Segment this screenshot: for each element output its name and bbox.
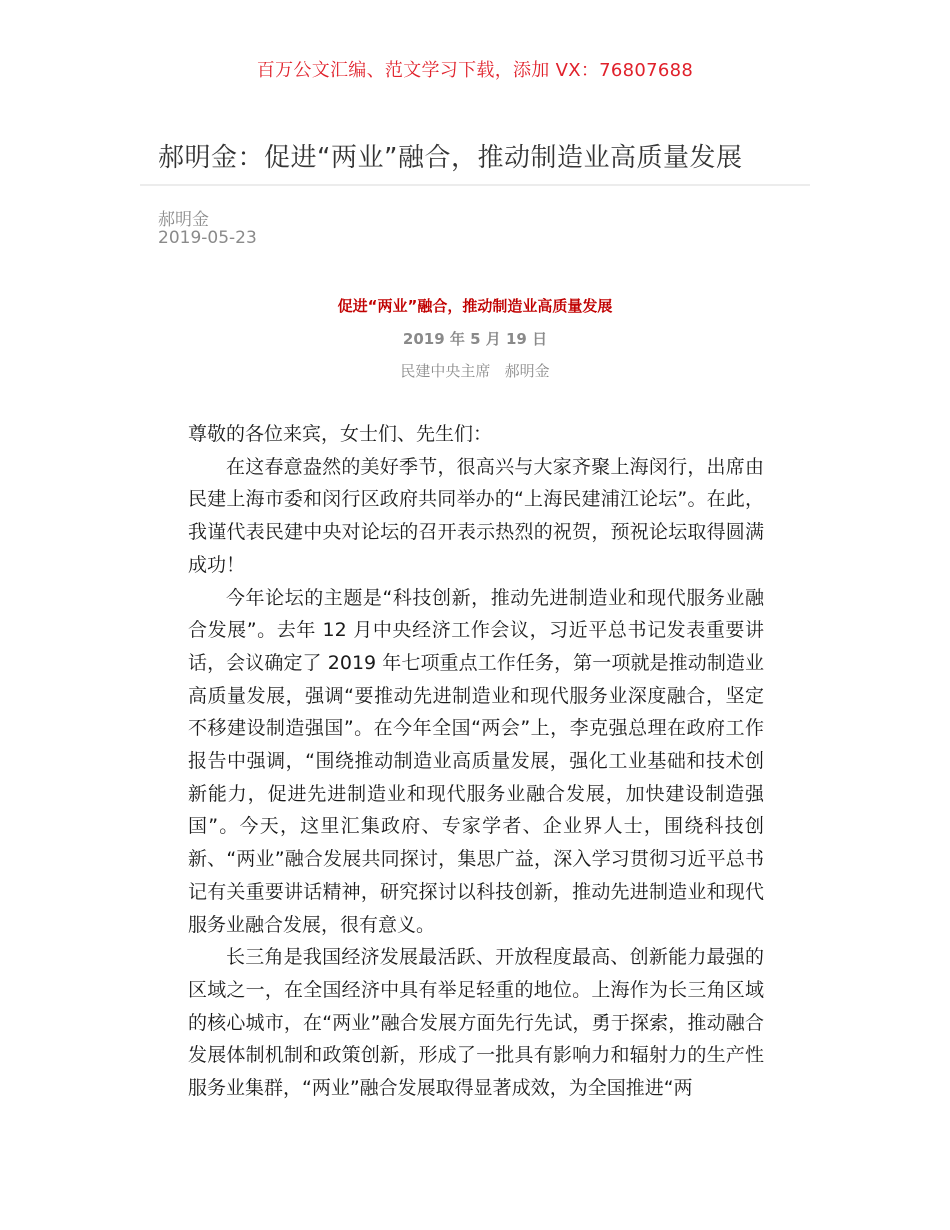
paragraph: 在这春意盎然的美好季节，很高兴与大家齐聚上海闵行，出席由民建上海市委和闵行区政府共同举办的“上海民建浦江论坛”。在此，我谨代表民建中央对论坛的召开表示热烈的祝贺，预祝论坛取得圆满成功！ [188, 455, 764, 576]
salutation: 尊敬的各位来宾，女士们、先生们： [188, 423, 493, 445]
paragraph: 长三角是我国经济发展最活跃、开放程度最高、创新能力最强的区域之一，在全国经济中具有举足轻重的地位。上海作为长三角区域的核心城市，在“两业”融合发展方面先行先试，勇于探索，推动融合发展体制机制和政策创新，形成了一批具有影响力和辐射力的生产性服务业集群，“两业”融合发展取得显著成效，为全国推进“两 [188, 946, 764, 1100]
title-divider [140, 184, 810, 186]
paragraph: 今年论坛的主题是“科技创新，推动先进制造业和现代服务业融合发展”。去年 12 月中央经济工作会议，习近平总书记发表重要讲话，会议确定了 2019 年七项重点工作任务，第一项就是推动制造业高质量发展，强调“要推动先进制造业和现代服务业深度融合，坚定不移建设制造强国”。在今年全国“两会”上，李克强总理在政府工作报告中强调，“围绕推动制造业高质量发展，强化工业基础和技术创新能力，促进先进制造业和现代服务业融合发展，加快建设制造强国”。今天，这里汇集政府、专家学者、企业界人士，围绕科技创新、“两业”融合发展共同探讨，集思广益，深入学习贯彻习近平总书记有关重要讲话精神，研究探讨以科技创新，推动先进制造业和现代服务业融合发展，很有意义。 [188, 586, 764, 936]
document-speaker: 民建中央主席 郝明金 [400, 362, 550, 380]
article-date: 2019-05-23 [158, 228, 257, 248]
article-title: 郝明金：促进“两业”融合，推动制造业高质量发展 [158, 143, 743, 173]
promo-banner: 百万公文汇编、范文学习下载，添加 VX：76807688 [256, 60, 694, 81]
article-author: 郝明金 [158, 210, 209, 230]
document-date: 2019 年 5 月 19 日 [402, 330, 548, 348]
document-body [188, 418, 764, 1105]
document-heading: 促进“两业”融合，推动制造业高质量发展 [337, 297, 613, 315]
